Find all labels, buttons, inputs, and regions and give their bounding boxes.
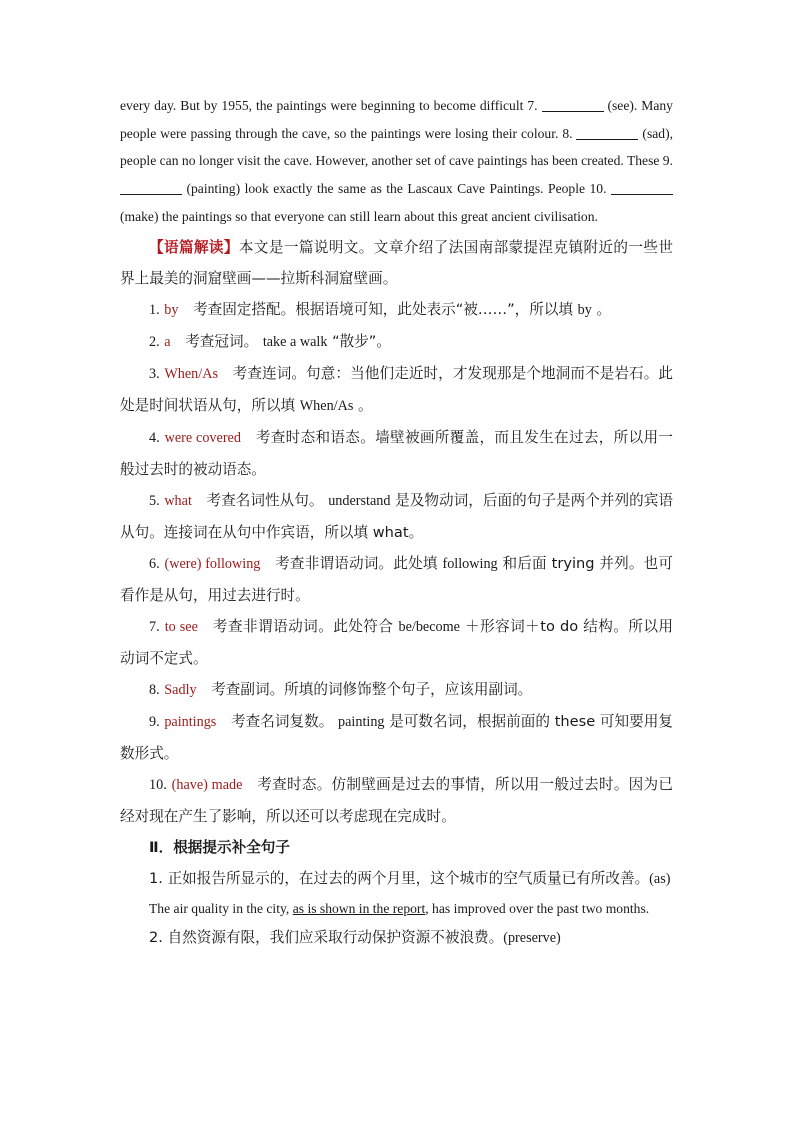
- item-explanation-rest: 是可数名词，根据前面的 these 可知要用复数形式。: [120, 712, 674, 762]
- item-explanation: 考查时态和语态。墙壁被画所覆盖，而且发生在过去，所以用一般过去时的被动语态。: [120, 428, 673, 478]
- item-number: 1.: [149, 301, 160, 318]
- item-number: 6.: [149, 555, 160, 572]
- item-explanation: 考查名词复数。: [230, 712, 334, 730]
- item-explanation: 考查固定搭配。根据语境可知，此处表示“被……”，所以填: [193, 300, 574, 318]
- question-1-chinese: 1. 正如报告所显示的，在过去的两个月里，这个城市的空气质量已有所改善。: [149, 869, 650, 887]
- answer-item: [120, 706, 673, 769]
- item-explanation: 考查时态。仿制壁画是过去的事情，所以用一般过去时。因为已经对现在产生了影响，所以还可以考虑现在完成时。: [120, 775, 673, 825]
- text-analysis: [120, 232, 673, 294]
- item-explanation: 考查副词。所填的词修饰整个句子，应该用副词。: [211, 680, 533, 698]
- answer-item: [120, 358, 673, 422]
- answer-blank-10: [611, 180, 673, 195]
- item-explanation-rest: 和后面 trying 并列。也可看作是从句，用过去进行时。: [120, 554, 674, 604]
- item-number: 8.: [149, 681, 160, 698]
- item-explanation-rest: 。: [358, 396, 373, 414]
- question-2-hint: (preserve): [503, 930, 561, 947]
- item-explanation-rest: “散步”。: [332, 332, 391, 350]
- item-number: 10.: [149, 776, 167, 793]
- answer-item: [120, 294, 673, 326]
- answer-item: [120, 485, 673, 548]
- item-answer: by: [164, 301, 179, 318]
- section-title: Ⅱ．根据提示补全句子: [149, 838, 290, 856]
- item-explanation-rest: 是及物动词，后面的句子是两个并列的宾语从句。连接词在从句中作宾语，所以填 what。: [120, 491, 673, 541]
- item-explanation-term: When/As: [299, 397, 354, 414]
- answer-item: [120, 422, 673, 485]
- item-answer: When/As: [164, 365, 218, 382]
- item-number: 5.: [149, 492, 160, 509]
- item-answer: to see: [164, 618, 198, 635]
- item-explanation: 考查非谓语动词。此处填: [274, 554, 438, 572]
- item-answer: a: [164, 333, 171, 350]
- item-explanation-term: be/become: [398, 618, 460, 635]
- answer-sentence-start: The air quality in the city,: [149, 900, 290, 916]
- answer-sentence-end: , has improved over the past two months.: [425, 900, 650, 916]
- answer-item: [120, 611, 673, 674]
- answer-blank-8: [576, 125, 638, 140]
- item-answer: (were) following: [164, 555, 261, 572]
- answer-item: [120, 548, 673, 611]
- item-explanation-term: by: [577, 301, 592, 318]
- item-answer: paintings: [164, 713, 217, 730]
- item-answer: (have) made: [171, 776, 243, 793]
- answer-blank-9: [120, 180, 182, 195]
- item-explanation-term: understand: [328, 492, 391, 509]
- question-1-answer: [120, 895, 673, 923]
- item-explanation: 考查非谓语动词。此处符合: [212, 617, 394, 635]
- passage-line: (make) the paintings so that everyone can still learn about this great ancient civilisation.: [120, 208, 598, 224]
- item-explanation-rest: ＋形容词＋to do 结构。所以用动词不定式。: [120, 617, 674, 667]
- item-number: 9.: [149, 713, 160, 730]
- passage-line: (sad), people can no longer visit the cave. However, another set of cave paintings has been created. These 9.: [120, 125, 673, 169]
- question-2-prompt: [120, 922, 673, 954]
- passage-line: (see). Many people were passing through the cave, so the paintings were losing their colour. 8.: [120, 98, 673, 141]
- item-answer: were covered: [164, 429, 241, 446]
- analysis-text: 本文是一篇说明文。文章介绍了法国南部蒙提涅克镇附近的一些世界上最美的洞窟壁画——拉斯科洞窟壁画。: [120, 238, 673, 287]
- item-number: 7.: [149, 618, 160, 635]
- item-answer: Sadly: [164, 681, 197, 698]
- passage-text: [120, 92, 673, 231]
- item-number: 3.: [149, 365, 160, 382]
- item-explanation-term: painting: [338, 713, 385, 730]
- answer-blank-7: [542, 97, 604, 112]
- answer-item: [120, 326, 673, 358]
- item-number: 4.: [149, 429, 160, 446]
- item-explanation: 考查冠词。: [185, 332, 259, 350]
- analysis-heading: 【语篇解读】: [149, 238, 239, 256]
- item-explanation-term: take a walk: [262, 333, 328, 350]
- passage-line: every day. But by 1955, the paintings were beginning to become difficult 7.: [120, 98, 538, 113]
- passage-line: (painting) look exactly the same as the Lascaux Cave Paintings. People 10.: [186, 181, 607, 197]
- item-number: 2.: [149, 333, 160, 350]
- answer-item: [120, 769, 673, 832]
- item-explanation: 考查名词性从句。: [206, 491, 324, 509]
- answer-item: [120, 674, 673, 706]
- document-page: [120, 92, 673, 954]
- item-explanation: 考查连词。句意：当他们走近时，才发现那是个地洞而不是岩石。此处是时间状语从句，所以填: [120, 364, 673, 414]
- answer-explanations: [120, 294, 673, 832]
- question-1-hint: (as): [649, 870, 671, 887]
- question-2-chinese: 2. 自然资源有限，我们应采取行动保护资源不被浪费。: [149, 929, 504, 947]
- answer-underlined: as is shown in the report: [292, 900, 426, 916]
- item-answer: what: [164, 492, 192, 509]
- question-1-prompt: [120, 863, 673, 895]
- item-explanation-rest: 。: [596, 300, 612, 318]
- item-explanation-term: following: [442, 555, 498, 572]
